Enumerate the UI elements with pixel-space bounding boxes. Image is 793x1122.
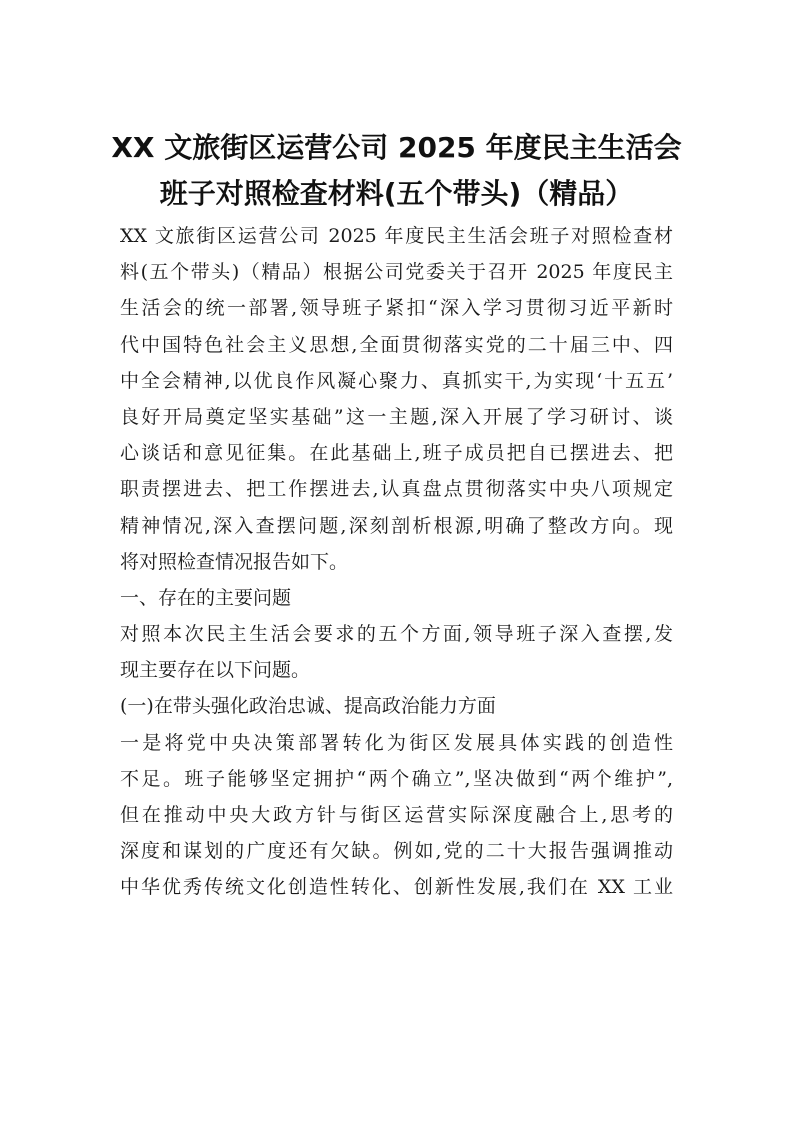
body-text-line: 料(五个带头)（精品）根据公司党委关于召开 2025 年度民主 <box>120 261 673 284</box>
body-text-line: 精神情况,深入查摆问题,深刻剖析根源,明确了整改方向。现 <box>120 514 673 537</box>
body-text-line: 将对照检查情况报告如下。 <box>120 550 349 573</box>
title-line-1: XX 文旅街区运营公司 2025 年度民主生活会 <box>111 131 682 164</box>
body-text-line: 职责摆进去、把工作摆进去,认真盘点贯彻落实中央八项规定 <box>120 478 673 501</box>
body-text-line: 不足。班子能够坚定拥护“两个确立”,坚决做到“两个维护”, <box>120 767 673 790</box>
body-text-line: 深度和谋划的广度还有欠缺。例如,党的二十大报告强调推动 <box>120 840 673 863</box>
body-text-line: 一是将党中央决策部署转化为街区发展具体实践的创造性 <box>120 731 673 754</box>
body-text-line: 一、存在的主要问题 <box>120 586 292 609</box>
page-title <box>0 125 793 217</box>
document-body <box>120 218 673 906</box>
body-text-line: 心谈话和意见征集。在此基础上,班子成员把自已摆进去、把 <box>120 442 673 465</box>
body-text-line: 生活会的统一部署,领导班子紧扣“深入学习贯彻习近平新时 <box>120 297 673 320</box>
body-text-line: 良好开局奠定坚实基础”这一主题,深入开展了学习研讨、谈 <box>120 405 673 428</box>
body-text-line: 对照本次民主生活会要求的五个方面,领导班子深入查摆,发 <box>120 623 673 646</box>
body-text-line: 中全会精神,以优良作风凝心聚力、真抓实干,为实现‘十五五’ <box>120 369 673 392</box>
body-text-line: 代中国特色社会主义思想,全面贯彻落实党的二十届三中、四 <box>120 333 673 356</box>
body-text-line: 现主要存在以下问题。 <box>120 659 311 682</box>
body-text-line: 中华优秀传统文化创造性转化、创新性发展,我们在 XX 工业 <box>120 876 673 899</box>
body-text-line: 但在推动中央大政方针与街区运营实际深度融合上,思考的 <box>120 804 673 826</box>
body-text-line: (一)在带头强化政治忠诚、提高政治能力方面 <box>120 695 496 718</box>
body-text-line: XX 文旅街区运营公司 2025 年度民主生活会班子对照检查材 <box>120 225 673 247</box>
title-line-2: 班子对照检查材料(五个带头)（精品） <box>159 177 634 210</box>
